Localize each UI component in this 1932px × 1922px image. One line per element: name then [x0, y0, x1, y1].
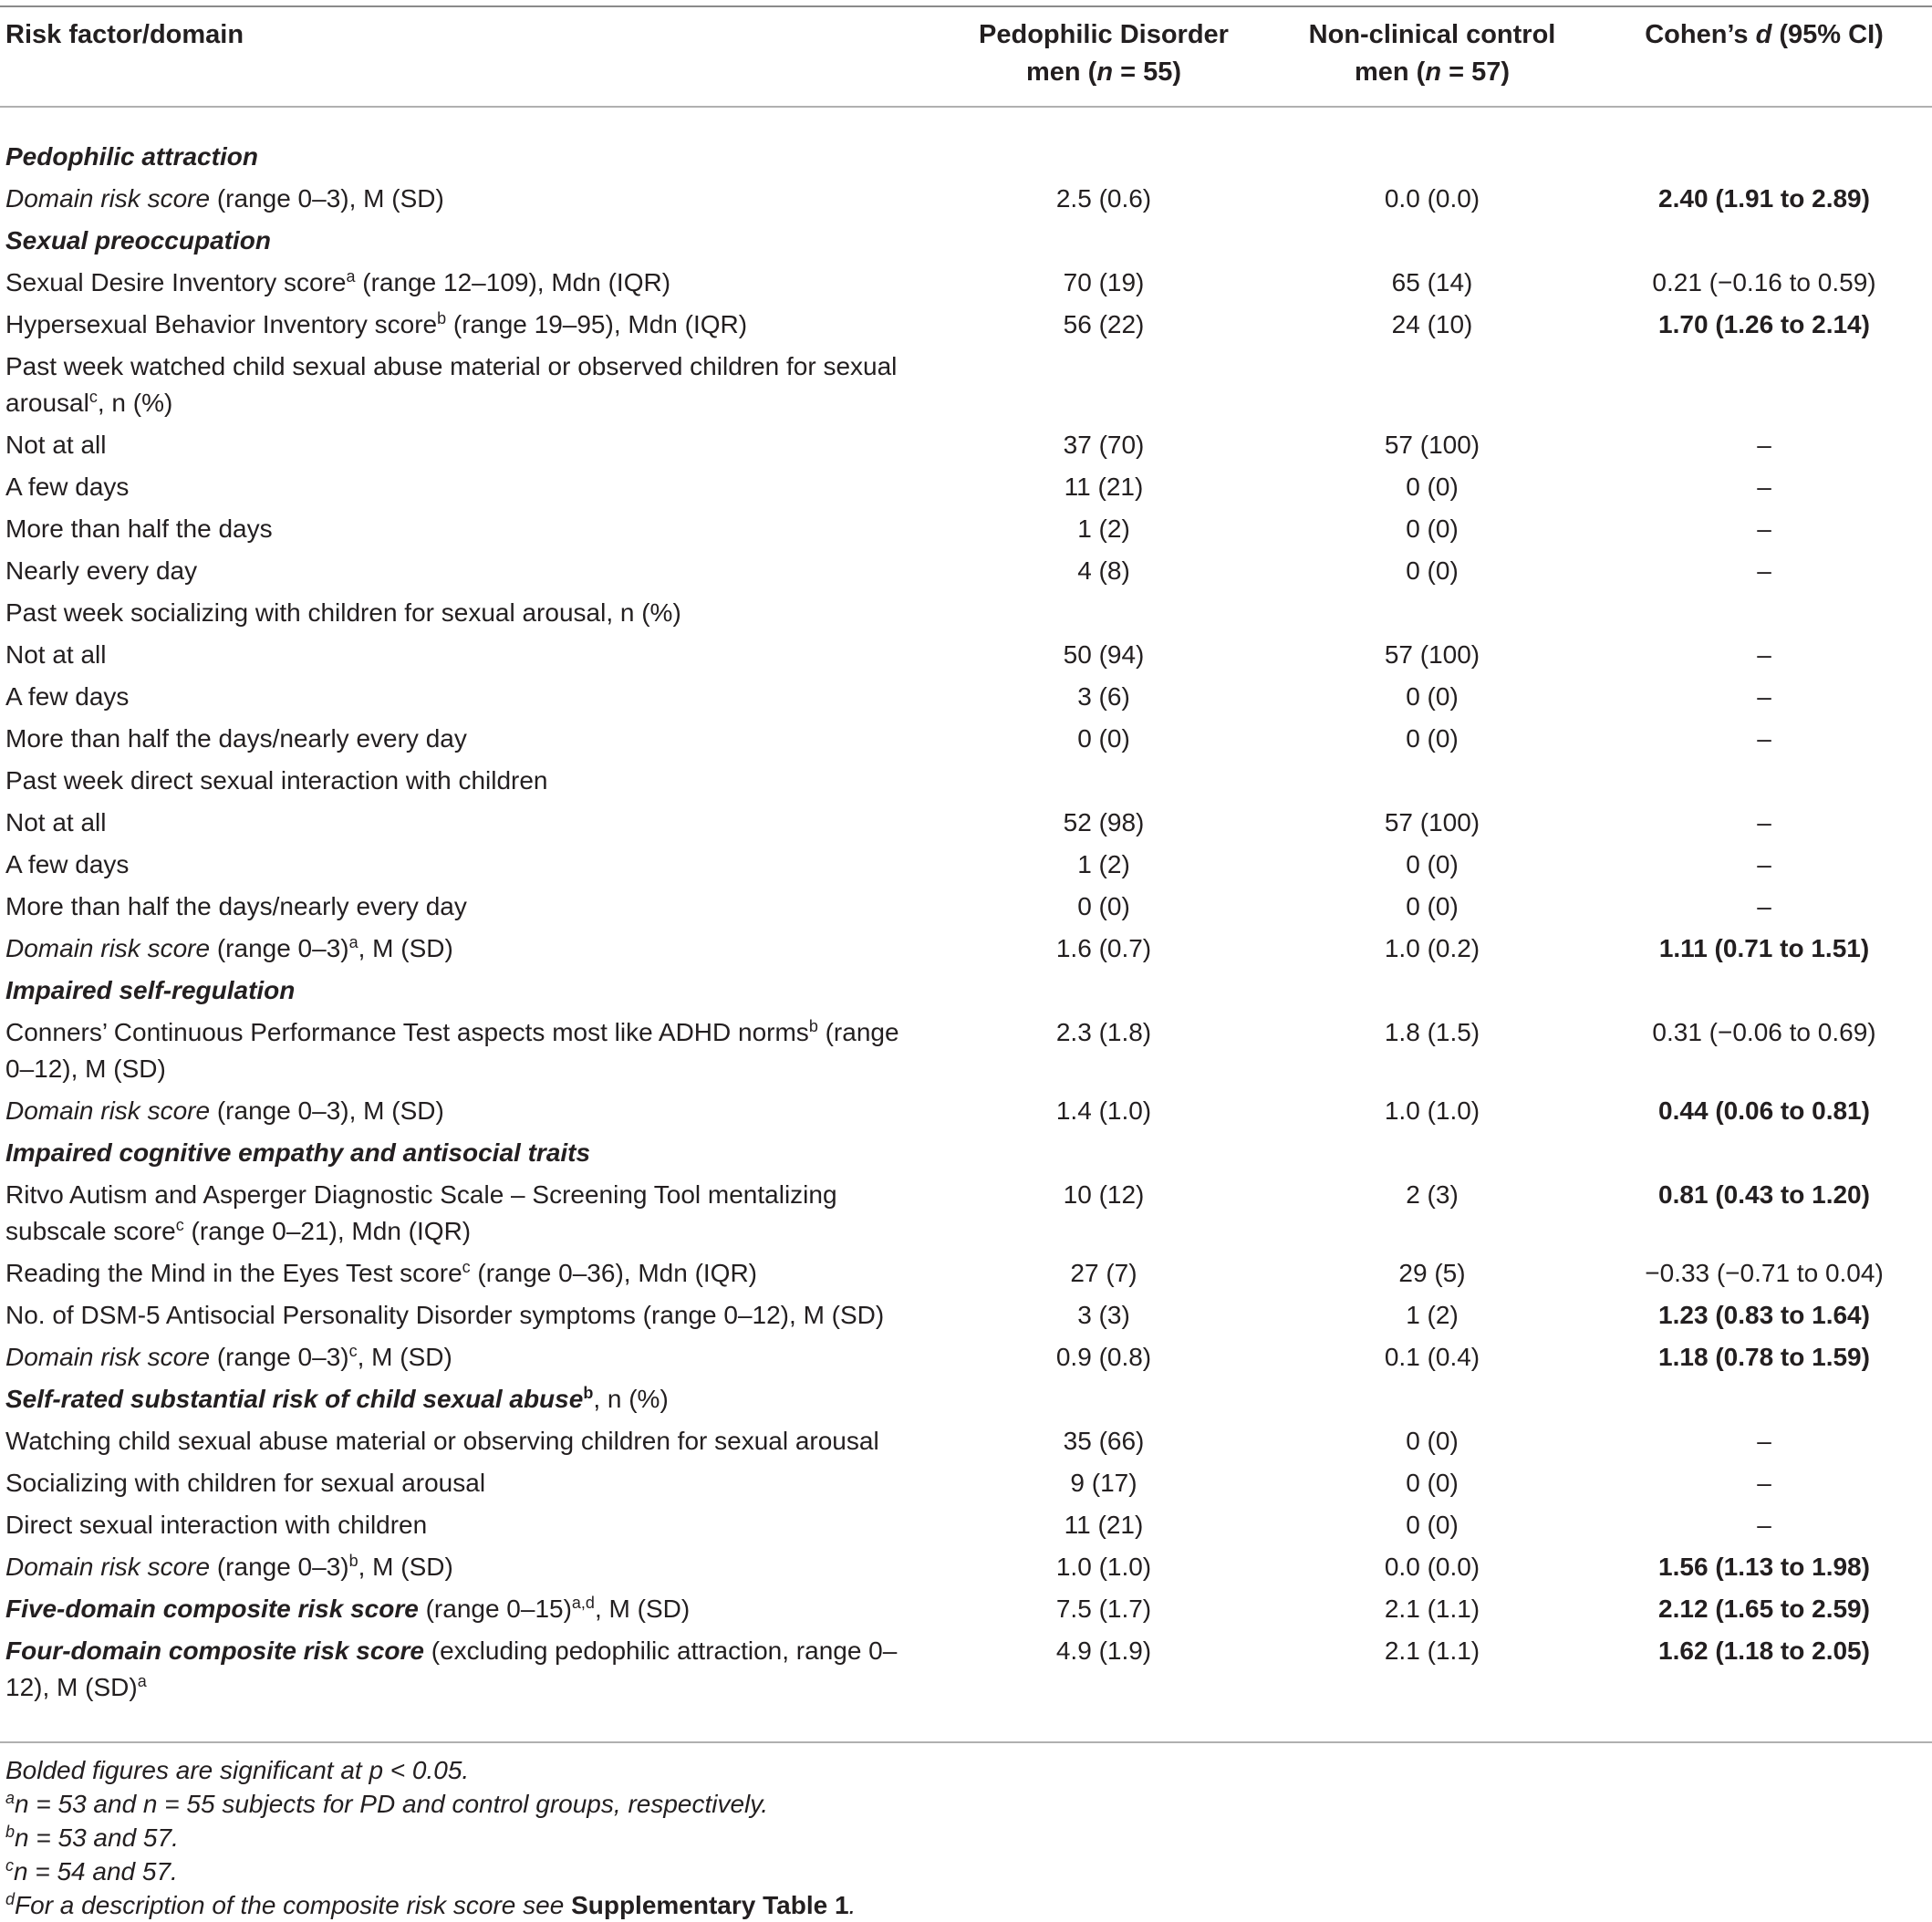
row-footnote-mark: b — [348, 1552, 358, 1570]
pd-value: 9 (17) — [1070, 1469, 1137, 1497]
table-row — [0, 1090, 1932, 1132]
row-label-text: Not at all — [5, 431, 107, 459]
row-label — [0, 550, 940, 592]
row-label — [0, 1504, 940, 1546]
row-label-italic: Domain risk score — [5, 1096, 211, 1125]
control-value — [1268, 760, 1596, 802]
control-value: 0 (0) — [1406, 1511, 1459, 1539]
row-label — [0, 262, 940, 304]
table-row — [0, 1504, 1932, 1546]
row-footnote-mark: b — [437, 309, 447, 327]
table-row — [0, 1174, 1932, 1252]
row-label-text: (range 0–3) — [210, 934, 349, 962]
cohens-d-value: – — [1757, 514, 1771, 543]
control-value: 0.0 (0.0) — [1384, 1553, 1480, 1581]
row-label-suffix: , M (SD) — [358, 1553, 453, 1581]
footnote-b: $^b$n = 53 and 57. — [5, 1823, 179, 1852]
row-label — [0, 760, 940, 802]
row-label-text: Not at all — [5, 808, 107, 836]
control-value: 0.0 (0.0) — [1384, 184, 1480, 213]
section-title: Impaired cognitive empathy and antisocial traits — [5, 1138, 591, 1167]
row-label — [0, 466, 940, 508]
cohens-d-value: – — [1757, 892, 1771, 920]
row-label-suffix: , M (SD) — [357, 1343, 452, 1371]
pd-value: 37 (70) — [1063, 431, 1145, 459]
table-row — [0, 346, 1932, 424]
row-label-text: Past week direct sexual interaction with children — [5, 766, 548, 795]
row-label-text: Conners’ Continuous Performance Test aspects most like ADHD norms — [5, 1018, 809, 1046]
row-label — [0, 1630, 940, 1709]
table-row — [0, 886, 1932, 928]
row-label-suffix: (range 12–109), Mdn (IQR) — [355, 268, 671, 296]
row-label-text: A few days — [5, 850, 130, 878]
pd-value: 11 (21) — [1064, 473, 1144, 501]
table-row — [0, 550, 1932, 592]
row-label-text: Past week socializing with children for sexual arousal, n (%) — [5, 598, 681, 627]
row-footnote-mark: a — [137, 1672, 147, 1690]
table-row — [0, 424, 1932, 466]
cohens-d-value: 1.62 (1.18 to 2.05) — [1658, 1636, 1870, 1665]
footer-rule — [0, 1741, 1932, 1743]
row-label — [0, 718, 940, 760]
control-value: 0 (0) — [1406, 556, 1459, 585]
row-label — [0, 304, 940, 346]
row-label — [0, 802, 940, 844]
pd-value — [940, 760, 1268, 802]
row-label — [0, 424, 940, 466]
row-label-text: (excluding pedophilic attraction, range 0–12), M (SD) — [5, 1636, 898, 1701]
pd-value: 70 (19) — [1063, 268, 1145, 296]
row-label-text: Socializing with children for sexual arousal — [5, 1469, 486, 1497]
cohens-d-value — [1596, 760, 1932, 802]
header-cohens-d: Cohen’s d (95% CI) — [1645, 20, 1884, 49]
cohens-d-value: – — [1757, 682, 1771, 711]
table-row — [0, 592, 1932, 634]
pd-value — [940, 346, 1268, 424]
row-label-suffix: (range 0–36), Mdn (IQR) — [470, 1259, 757, 1287]
control-value: 0 (0) — [1406, 1427, 1459, 1455]
control-value: 57 (100) — [1384, 431, 1480, 459]
row-label-suffix: , M (SD) — [358, 934, 453, 962]
cohens-d-value: 2.12 (1.65 to 2.59) — [1658, 1595, 1870, 1623]
control-value: 0 (0) — [1406, 682, 1459, 711]
control-value: 24 (10) — [1391, 310, 1473, 338]
pd-value: 35 (66) — [1063, 1427, 1145, 1455]
pd-value: 4.9 (1.9) — [1055, 1636, 1152, 1665]
row-label-text: Reading the Mind in the Eyes Test score — [5, 1259, 462, 1287]
pd-value: 27 (7) — [1070, 1259, 1137, 1287]
table-row — [0, 928, 1932, 970]
section-row — [0, 220, 1932, 262]
cohens-d-value: – — [1757, 808, 1771, 836]
table-row — [0, 1294, 1932, 1336]
control-value: 65 (14) — [1391, 268, 1473, 296]
row-label-italic: Domain risk score — [5, 1343, 211, 1371]
table-row — [0, 262, 1932, 304]
footnote-c: $^c$n = 54 and 57. — [5, 1856, 178, 1886]
table-row — [0, 718, 1932, 760]
cohens-d-value: – — [1757, 1469, 1771, 1497]
pd-value: 1.6 (0.7) — [1055, 934, 1152, 962]
row-label — [0, 508, 940, 550]
row-label-suffix: (range 0–21), Mdn (IQR) — [183, 1217, 472, 1245]
table-row — [0, 1336, 1932, 1378]
row-label — [0, 1420, 940, 1462]
table-row — [0, 676, 1932, 718]
row-label-text: More than half the days — [5, 514, 273, 543]
row-label-text: More than half the days/nearly every day — [5, 724, 467, 753]
section-heading — [0, 970, 1932, 1012]
cohens-d-value — [1596, 346, 1932, 424]
footnote-bold: Bolded figures are significant at p < 0.05. — [5, 1756, 470, 1784]
section-title: Pedophilic attraction — [5, 142, 258, 171]
row-label-text: Past week watched child sexual abuse material or observed children for sexual arousal — [5, 352, 898, 417]
cohens-d-value: 1.56 (1.13 to 1.98) — [1658, 1553, 1870, 1581]
row-label-text: (range 0–3), M (SD) — [210, 184, 444, 213]
pd-value: 3 (6) — [1077, 682, 1130, 711]
row-label — [0, 634, 940, 676]
control-value: 1.0 (1.0) — [1384, 1096, 1480, 1125]
header-risk-factor: Risk factor/domain — [5, 20, 244, 49]
section-row — [0, 1378, 1932, 1420]
header-pd-men: Pedophilic Disorder men (n = 55) — [979, 20, 1229, 87]
row-footnote-mark: b — [808, 1017, 818, 1035]
pd-value: 56 (22) — [1063, 310, 1145, 338]
section-tail: , n (%) — [593, 1385, 669, 1413]
row-label — [0, 1336, 940, 1378]
row-label-italic: Domain risk score — [5, 934, 211, 962]
row-label-text: (range 0–15) — [418, 1595, 572, 1623]
row-label — [0, 1012, 940, 1090]
control-value — [1268, 592, 1596, 634]
cohens-d-value: – — [1757, 1511, 1771, 1539]
cohens-d-value: 1.18 (0.78 to 1.59) — [1658, 1343, 1870, 1371]
cohens-d-value: – — [1757, 724, 1771, 753]
pd-value: 11 (21) — [1064, 1511, 1144, 1539]
pd-value: 1.0 (1.0) — [1055, 1553, 1152, 1581]
section-heading — [0, 1378, 1932, 1420]
cohens-d-value: −0.33 (−0.71 to 0.04) — [1645, 1259, 1884, 1287]
row-label — [0, 928, 940, 970]
control-value: 2 (3) — [1406, 1180, 1459, 1209]
header-control-men: Non-clinical control men (n = 57) — [1308, 20, 1556, 87]
row-label-text: A few days — [5, 473, 130, 501]
table-footnotes — [5, 1753, 1921, 1922]
row-label — [0, 592, 940, 634]
table-row — [0, 304, 1932, 346]
table-row — [0, 634, 1932, 676]
row-label-text: Hypersexual Behavior Inventory score — [5, 310, 438, 338]
row-label-suffix: , M (SD) — [594, 1595, 691, 1623]
cohens-d-value: – — [1757, 850, 1771, 878]
cohens-d-value: 0.21 (−0.16 to 0.59) — [1652, 268, 1876, 296]
control-value: 2.1 (1.1) — [1384, 1595, 1480, 1623]
row-label-text: No. of DSM-5 Antisocial Personality Disorder symptoms (range 0–12), M (SD) — [5, 1301, 885, 1329]
row-footnote-mark: c — [348, 1342, 358, 1360]
cohens-d-value: 1.11 (0.71 to 1.51) — [1658, 934, 1870, 962]
control-value — [1268, 346, 1596, 424]
control-value: 57 (100) — [1384, 640, 1480, 669]
section-row — [0, 122, 1932, 178]
pd-value — [940, 592, 1268, 634]
pd-value: 1.4 (1.0) — [1055, 1096, 1152, 1125]
cohens-d-value: 0.44 (0.06 to 0.81) — [1658, 1096, 1870, 1125]
control-value: 1 (2) — [1406, 1301, 1459, 1329]
pd-value: 4 (8) — [1077, 556, 1130, 585]
row-label-italic: Domain risk score — [5, 1553, 211, 1581]
cohens-d-value: – — [1757, 431, 1771, 459]
row-footnote-mark: a — [346, 267, 356, 286]
row-label-text: (range 0–3), M (SD) — [210, 1096, 444, 1125]
row-label-suffix: (range 0–12), M (SD) — [5, 1018, 899, 1083]
row-label — [0, 1252, 940, 1294]
row-footnote-mark: c — [88, 388, 98, 406]
table-row — [0, 1630, 1932, 1709]
footnote-a: $^a$n = 53 and n = 55 subjects for PD and control groups, respectively. — [5, 1789, 768, 1818]
cohens-d-value: 2.40 (1.91 to 2.89) — [1658, 184, 1870, 213]
row-label-suffix: (range 19–95), Mdn (IQR) — [446, 310, 748, 338]
cohens-d-value: – — [1757, 473, 1771, 501]
cohens-d-value — [1596, 592, 1932, 634]
cohens-d-value: 1.23 (0.83 to 1.64) — [1658, 1301, 1870, 1329]
pd-value: 50 (94) — [1063, 640, 1145, 669]
section-heading — [0, 220, 1932, 262]
pd-value: 52 (98) — [1063, 808, 1145, 836]
pd-value: 0.9 (0.8) — [1055, 1343, 1152, 1371]
row-label-text: Nearly every day — [5, 556, 198, 585]
row-label-text: Not at all — [5, 640, 107, 669]
control-value: 0 (0) — [1406, 892, 1459, 920]
pd-value: 1 (2) — [1077, 514, 1130, 543]
row-label-text: (range 0–3) — [210, 1343, 349, 1371]
cohens-d-value: – — [1757, 556, 1771, 585]
control-value: 0 (0) — [1406, 1469, 1459, 1497]
section-title: Self-rated substantial risk of child sexual abuse — [5, 1385, 584, 1413]
table-row — [0, 178, 1932, 220]
row-footnote-mark: a,d — [571, 1594, 595, 1612]
section-footnote-mark: b — [583, 1384, 594, 1402]
row-label — [0, 1588, 940, 1630]
row-label — [0, 178, 940, 220]
table-row — [0, 1252, 1932, 1294]
row-label — [0, 1090, 940, 1132]
row-label-text: A few days — [5, 682, 130, 711]
row-label — [0, 1294, 940, 1336]
control-value: 0 (0) — [1406, 724, 1459, 753]
pd-value: 2.3 (1.8) — [1055, 1018, 1152, 1046]
table-row — [0, 1546, 1932, 1588]
row-label-text: Watching child sexual abuse material or observing children for sexual arousal — [5, 1427, 879, 1455]
row-label — [0, 676, 940, 718]
section-heading — [0, 122, 1932, 178]
row-label — [0, 1462, 940, 1504]
row-label-text: Sexual Desire Inventory score — [5, 268, 347, 296]
control-value: 0 (0) — [1406, 850, 1459, 878]
row-label-text: Direct sexual interaction with children — [5, 1511, 428, 1539]
row-label — [0, 346, 940, 424]
row-footnote-mark: a — [348, 933, 358, 951]
pd-value: 0 (0) — [1077, 724, 1130, 753]
table-row — [0, 802, 1932, 844]
control-value: 0 (0) — [1406, 473, 1459, 501]
row-label — [0, 1174, 940, 1252]
cohens-d-value: – — [1757, 1427, 1771, 1455]
table-row — [0, 466, 1932, 508]
section-row — [0, 970, 1932, 1012]
table-row — [0, 1588, 1932, 1630]
control-value: 29 (5) — [1398, 1259, 1466, 1287]
pd-value: 3 (3) — [1077, 1301, 1130, 1329]
cohens-d-value: 0.81 (0.43 to 1.20) — [1658, 1180, 1870, 1209]
table-row — [0, 844, 1932, 886]
table-body — [0, 122, 1932, 1709]
cohens-d-value: 0.31 (−0.06 to 0.69) — [1652, 1018, 1876, 1046]
pd-value: 1 (2) — [1077, 850, 1130, 878]
row-label-bold-italic: Five-domain composite risk score — [5, 1595, 419, 1623]
table-row — [0, 1012, 1932, 1090]
row-label-text: More than half the days/nearly every day — [5, 892, 467, 920]
cohens-d-value: 1.70 (1.26 to 2.14) — [1658, 310, 1870, 338]
table-row — [0, 508, 1932, 550]
footnote-d: $^d$For a description of the composite risk score see Supplementary Table 1. — [5, 1890, 857, 1919]
section-title: Impaired self-regulation — [5, 976, 296, 1004]
control-value: 0 (0) — [1406, 514, 1459, 543]
pd-value: 10 (12) — [1063, 1180, 1145, 1209]
row-label-bold-italic: Four-domain composite risk score — [5, 1636, 424, 1665]
row-label-suffix: , n (%) — [97, 389, 173, 417]
control-value: 1.8 (1.5) — [1384, 1018, 1480, 1046]
control-value: 0.1 (0.4) — [1384, 1343, 1480, 1371]
row-footnote-mark: c — [462, 1258, 471, 1276]
row-label-text: Ritvo Autism and Asperger Diagnostic Scale – Screening Tool mentalizing subscale score — [5, 1180, 837, 1245]
table-row — [0, 1462, 1932, 1504]
pd-value: 2.5 (0.6) — [1055, 184, 1152, 213]
table-row — [0, 760, 1932, 802]
row-label — [0, 886, 940, 928]
row-label-italic: Domain risk score — [5, 184, 211, 213]
section-title: Sexual preoccupation — [5, 226, 271, 255]
control-value: 2.1 (1.1) — [1384, 1636, 1480, 1665]
control-value: 1.0 (0.2) — [1384, 934, 1480, 962]
control-value: 57 (100) — [1384, 808, 1480, 836]
pd-value: 0 (0) — [1077, 892, 1130, 920]
pd-value: 7.5 (1.7) — [1055, 1595, 1152, 1623]
row-label — [0, 844, 940, 886]
row-label-text: (range 0–3) — [210, 1553, 349, 1581]
row-footnote-mark: c — [175, 1216, 184, 1234]
header-row — [0, 0, 1932, 122]
table-row — [0, 1420, 1932, 1462]
section-row — [0, 1132, 1932, 1174]
cohens-d-value: – — [1757, 640, 1771, 669]
row-label — [0, 1546, 940, 1588]
section-heading — [0, 1132, 1932, 1174]
